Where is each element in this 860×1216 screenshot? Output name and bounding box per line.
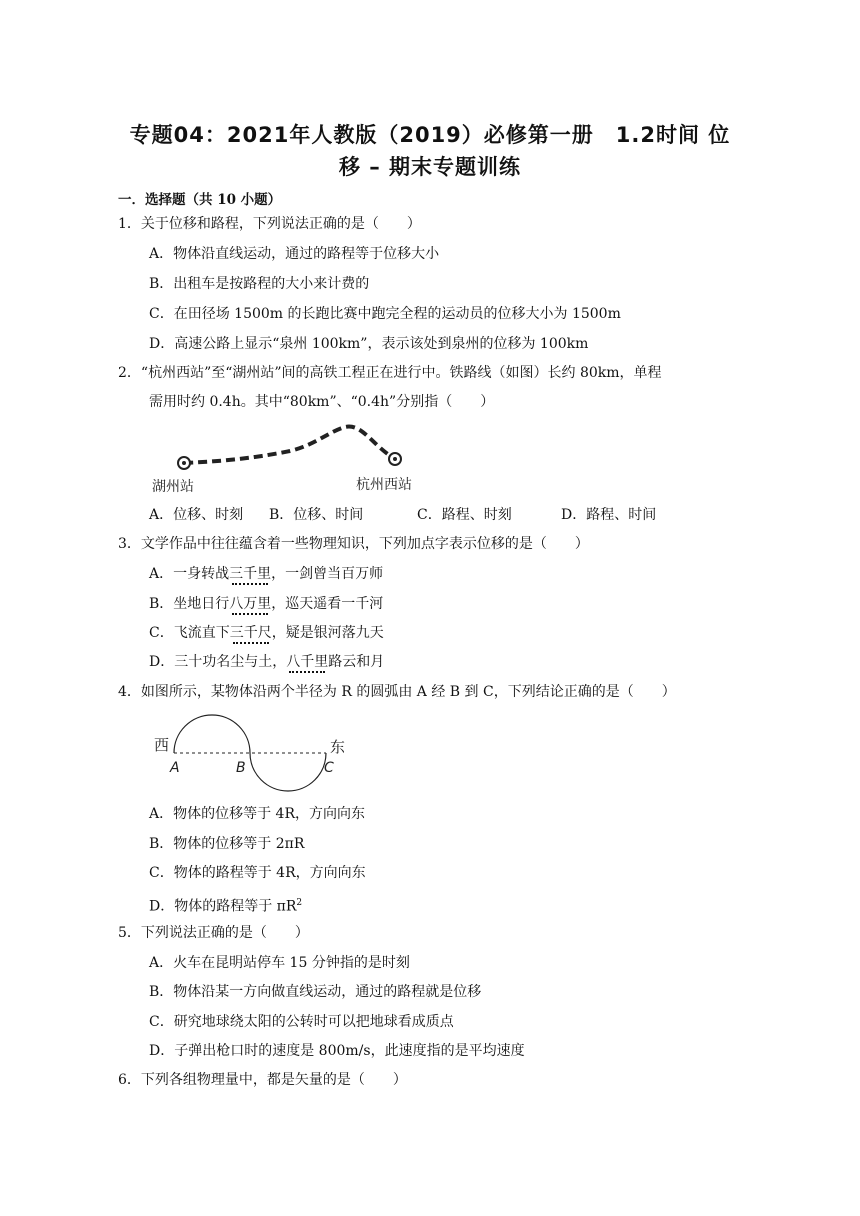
question-2-option-d: D．路程、时间 bbox=[561, 507, 657, 523]
point-c-label: C bbox=[324, 760, 334, 776]
question-1-option-c: C．在田径场 1500m 的长跑比赛中跑完全程的运动员的位移大小为 1500m bbox=[149, 306, 621, 322]
question-4-option-a: A．物体的位移等于 4R，方向向东 bbox=[149, 806, 366, 822]
question-3-option-b-dotted-text: 八万里 bbox=[229, 596, 272, 612]
question-3-option-d: D．三十功名尘与土，八千里路云和月 bbox=[149, 654, 385, 670]
question-3-option-c-dotted-text: 三千尺 bbox=[229, 625, 272, 641]
point-b-label: B bbox=[236, 760, 246, 776]
section-heading: 一．选择题（共 10 小题） bbox=[118, 192, 282, 208]
question-5-option-b: B．物体沿某一方向做直线运动，通过的路程就是位移 bbox=[149, 984, 482, 1000]
question-2-option-a: A．位移、时刻 bbox=[149, 507, 244, 523]
west-label: 西 bbox=[154, 736, 170, 754]
question-1-option-d: D．高速公路上显示“泉州 100km”，表示该处到泉州的位移为 100km bbox=[149, 336, 589, 352]
question-3-stem: 3．文学作品中往往蕴含着一些物理知识，下列加点字表示位移的是（ ） bbox=[118, 536, 589, 552]
lower-semicircle-arc bbox=[250, 753, 326, 791]
question-2-stem-line1: 2．“杭州西站”至“湖州站”间的高铁工程正在进行中。铁路线（如图）长约 80km，单程 bbox=[118, 365, 662, 381]
question-1-stem: 1．关于位移和路程，下列说法正确的是（ ） bbox=[118, 216, 421, 232]
question-5-option-c: C．研究地球绕太阳的公转时可以把地球看成质点 bbox=[149, 1014, 454, 1030]
question-5-option-a: A．火车在昆明站停车 15 分钟指的是时刻 bbox=[149, 955, 410, 971]
question-3-option-d-dotted-text: 八千里 bbox=[286, 654, 329, 670]
question-5-option-d: D．子弹出枪口时的速度是 800m/s，此速度指的是平均速度 bbox=[149, 1043, 525, 1059]
question-4-option-c: C．物体的路程等于 4R，方向向东 bbox=[149, 865, 366, 881]
document-title-line1: 专题04：2021年人教版（2019）必修第一册 1.2时间 位 bbox=[129, 123, 731, 147]
question-3-option-c: C．飞流直下三千尺，疑是银河落九天 bbox=[149, 625, 384, 641]
question-3-option-b: B．坐地日行八万里，巡天遥看一千河 bbox=[149, 596, 384, 612]
east-label: 东 bbox=[330, 738, 346, 756]
question-5-stem: 5．下列说法正确的是（ ） bbox=[118, 925, 309, 941]
railway-route-line bbox=[184, 427, 395, 463]
point-a-label: A bbox=[170, 760, 180, 776]
question-2-option-b: B．位移、时间 bbox=[269, 507, 364, 523]
question-1-option-b: B．出租车是按路程的大小来计费的 bbox=[149, 276, 370, 292]
question-1-option-a: A．物体沿直线运动，通过的路程等于位移大小 bbox=[149, 246, 440, 262]
question-3-option-a: A．一身转战三千里，一剑曾当百万师 bbox=[149, 566, 384, 582]
question-3-option-a-dotted-text: 三千里 bbox=[229, 566, 272, 582]
question-2-stem-line2: 需用时约 0.4h。其中“80km”、“0.4h”分别指（ ） bbox=[149, 394, 495, 410]
question-2-options bbox=[149, 505, 656, 525]
question-6-stem: 6．下列各组物理量中，都是矢量的是（ ） bbox=[118, 1072, 407, 1088]
huzhou-station-label: 湖州站 bbox=[152, 479, 194, 495]
question-4-stem: 4．如图所示，某物体沿两个半径为 R 的圆弧由 A 经 B 到 C，下列结论正确的是（ ） bbox=[118, 684, 676, 700]
question-4-option-d: D．物体的路程等于 $\pi R^2$ bbox=[149, 898, 303, 915]
two-arc-path-figure bbox=[148, 710, 368, 795]
document-title-line2: 移 – 期末专题训练 bbox=[338, 155, 522, 179]
question-4-option-b: B．物体的位移等于 2πR bbox=[149, 836, 305, 852]
hangzhou-west-station-label: 杭州西站 bbox=[356, 477, 412, 493]
question-2-option-c: C．路程、时刻 bbox=[417, 507, 512, 523]
railway-route-figure bbox=[140, 415, 440, 500]
upper-semicircle-arc bbox=[174, 715, 250, 753]
